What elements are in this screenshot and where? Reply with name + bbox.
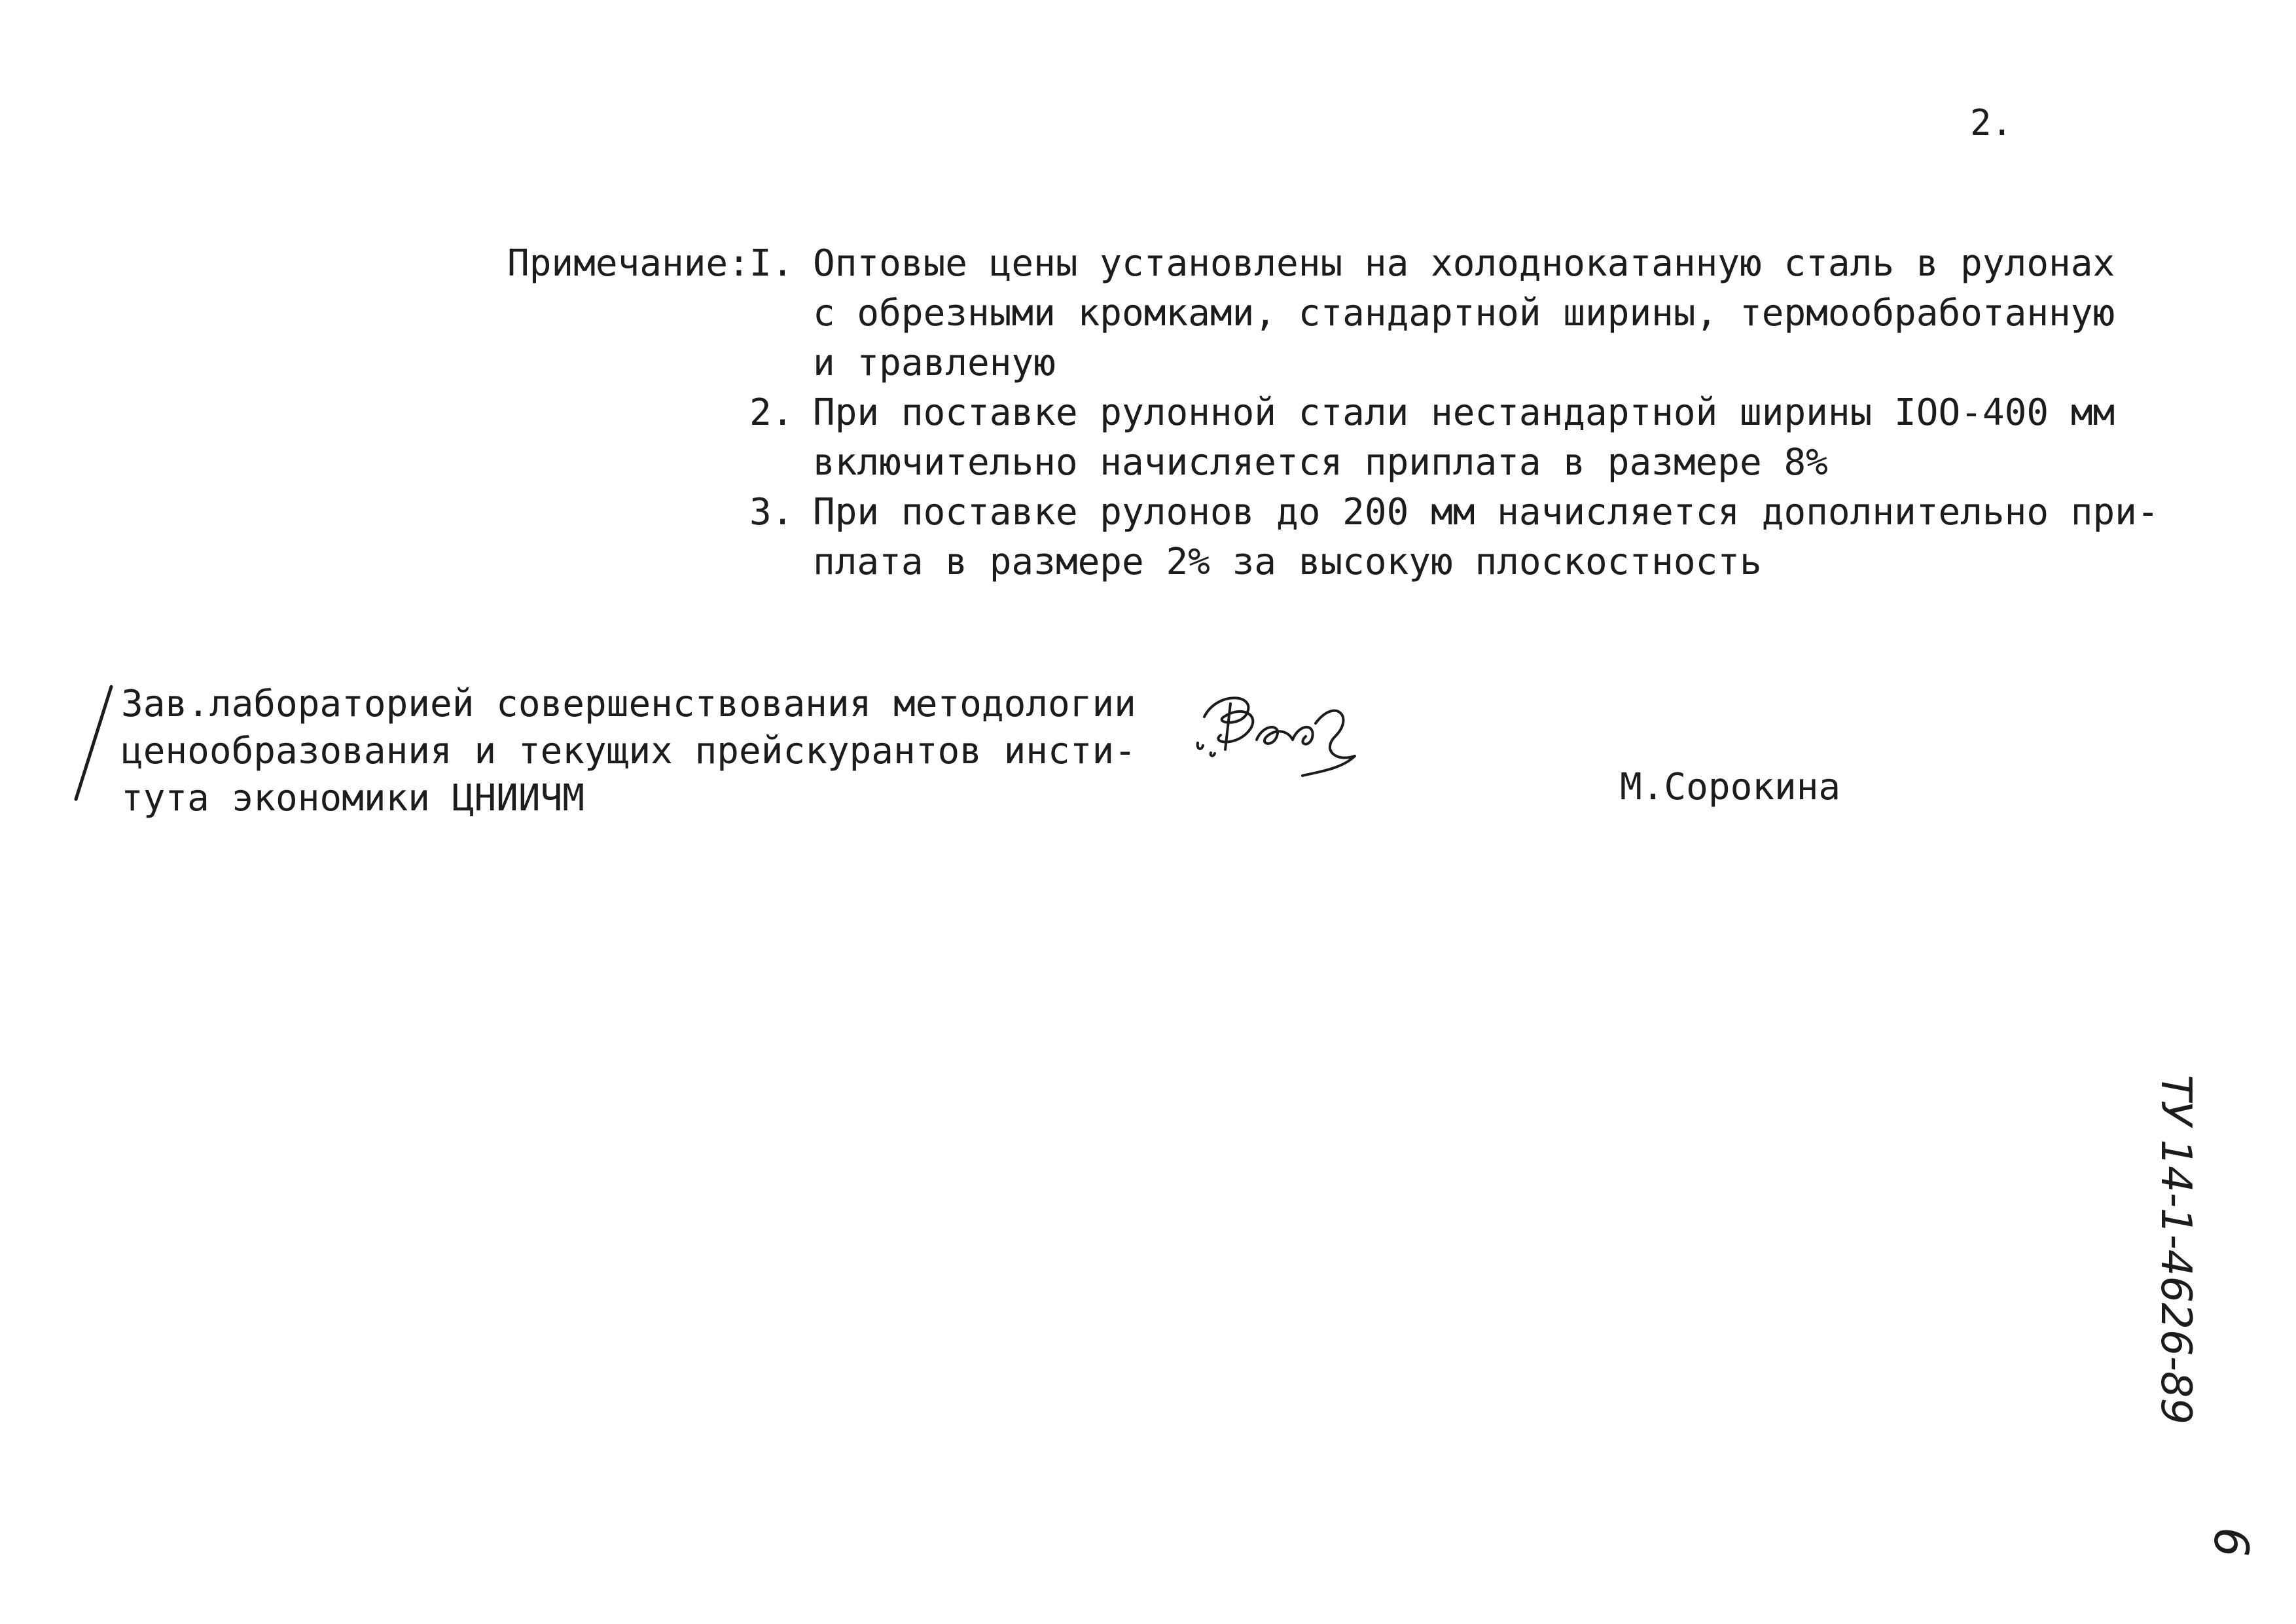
note-item-2-number: 2.: [749, 391, 794, 434]
signatory-title-line-1: Зав.лабораторией совершенствования методологии: [121, 683, 1136, 725]
note-item-3-number: 3.: [749, 491, 794, 533]
signatory-name: М.Сорокина: [1620, 766, 1841, 808]
margin-document-code-text: ТУ 14-1-4626-89: [2151, 1075, 2200, 1425]
note-label: Примечание:: [507, 242, 750, 285]
note-item-3-line-1: При поставке рулонов до 200 мм начисляется дополнительно при-: [813, 491, 2159, 533]
note-item-2-line-1: При поставке рулонной стали нестандартной ширины IOO-400 мм: [813, 391, 2115, 434]
signatory-title-line-3: тута экономики ЦНИИЧМ: [121, 777, 585, 820]
handwritten-signature-icon: [1185, 677, 1368, 782]
sheet-number: [2204, 1522, 2259, 1581]
note-item-3-line-2: плата в размере 2% за высокую плоскостность: [813, 541, 1762, 583]
page-number: 2.: [1970, 102, 2013, 143]
note-item-1-number: I.: [749, 242, 794, 285]
sheet-number-text: 6: [2204, 1527, 2259, 1557]
note-item-1-line-2: с обрезными кромками, стандартной ширины, термообработанную: [813, 292, 2115, 334]
signatory-title-line-2: ценообразования и текущих прейскурантов инсти-: [121, 730, 1136, 772]
note-item-1-line-3: и травленую: [813, 342, 1056, 384]
signatory-title: [121, 681, 1136, 822]
note-item-2-line-2: включительно начисляется приплата в размере 8%: [813, 441, 1828, 484]
margin-document-code: [2144, 1067, 2202, 1525]
note-item-1-line-1: Оптовые цены установлены на холоднокатанную сталь в рулонах: [813, 242, 2115, 285]
handwritten-slash-mark: [71, 684, 117, 802]
